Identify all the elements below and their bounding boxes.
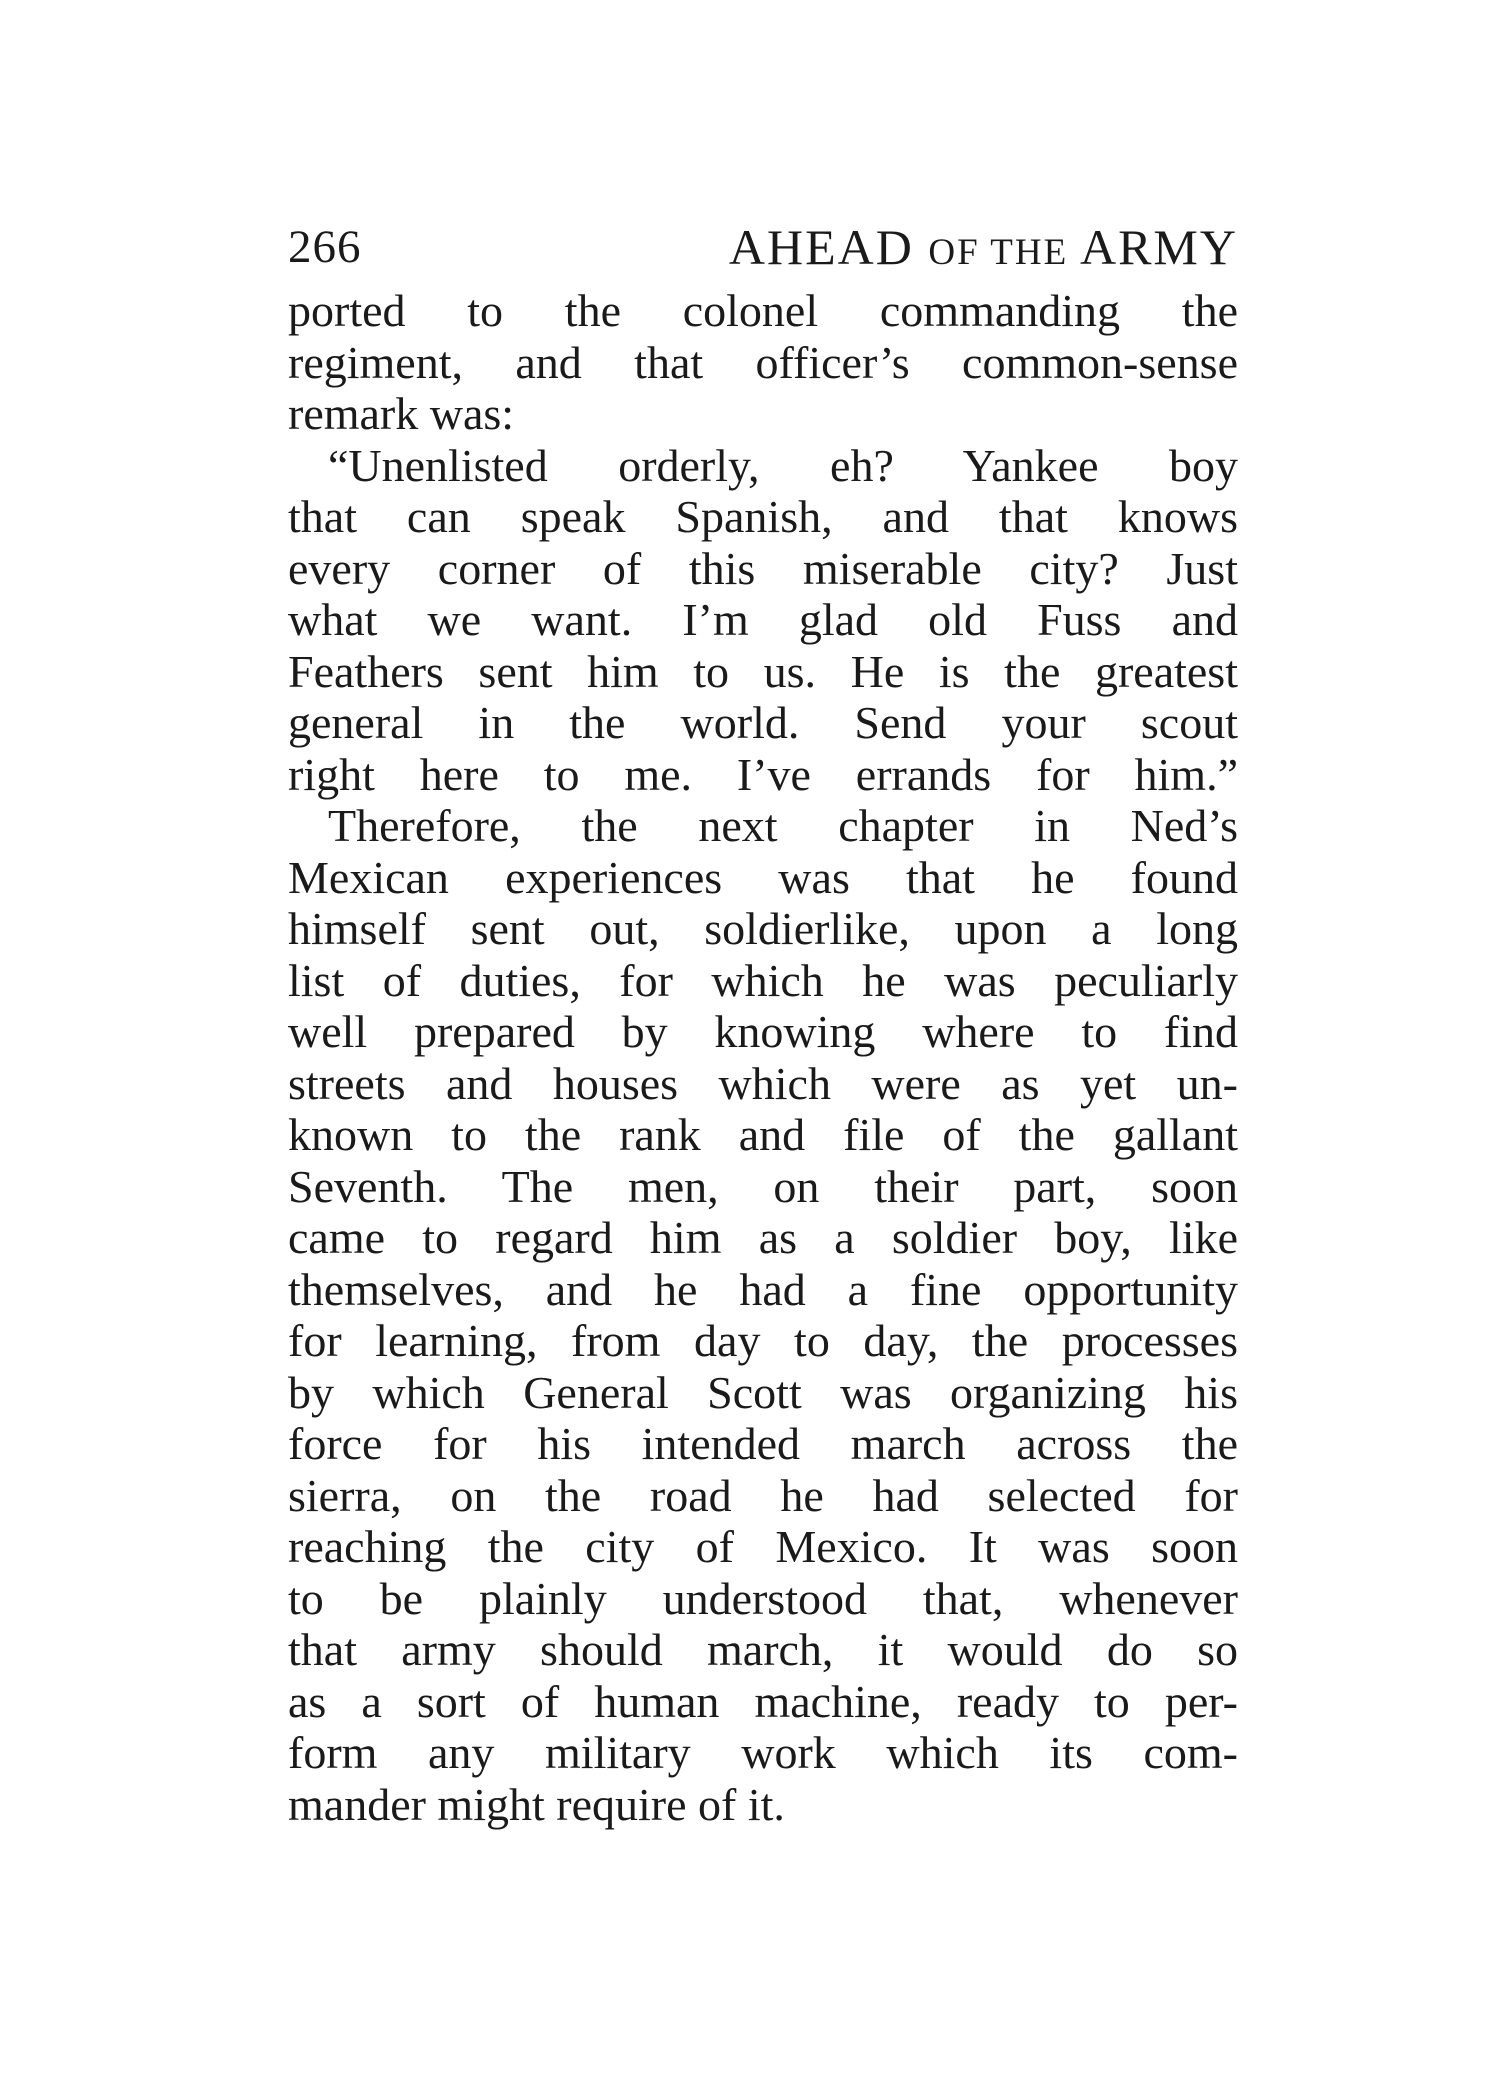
text-line: reaching the city of Mexico. It was soon <box>288 1521 1238 1572</box>
text-line: remark was: <box>288 388 515 439</box>
text-line: form any military work which its com- <box>288 1727 1238 1778</box>
text-line: that army should march, it would do so <box>288 1624 1238 1675</box>
text-line: himself sent out, soldierlike, upon a long <box>288 903 1238 954</box>
text-line: themselves, and he had a fine opportunity <box>288 1263 1238 1315</box>
body-text <box>288 285 1238 1830</box>
text-line: Therefore, the next chapter in Ned’s <box>328 800 1238 851</box>
text-line: to be plainly understood that, whenever <box>288 1572 1238 1624</box>
text-line: force for his intended march across the <box>288 1418 1238 1469</box>
text-line: what we want. I’m glad old Fuss and <box>288 594 1238 645</box>
text-line: Mexican experiences was that he found <box>288 851 1238 903</box>
text-line: regiment, and that officer’s common-sense <box>288 336 1238 388</box>
running-title <box>729 212 1238 288</box>
text-line: Feathers sent him to us. He is the greatest <box>288 645 1238 697</box>
text-line: mander might require of it. <box>288 1778 785 1830</box>
page-number: 266 <box>288 221 362 273</box>
text-line: Seventh. The men, on their part, soon <box>288 1160 1238 1212</box>
running-title-ahead: AHEAD <box>728 219 914 275</box>
text-line: sierra, on the road he had selected for <box>288 1469 1238 1521</box>
text-line: “Unenlisted orderly, eh? Yankee boy <box>328 439 1238 491</box>
running-head <box>288 212 1238 282</box>
text-line: every corner of this miserable city? Just <box>288 542 1238 594</box>
text-line: right here to me. I’ve errands for him.” <box>288 748 1238 800</box>
running-title-army: ARMY <box>1079 219 1238 275</box>
text-line: by which General Scott was organizing his <box>288 1366 1238 1418</box>
text-line: for learning, from day to day, the processes <box>288 1315 1238 1366</box>
text-line: general in the world. Send your scout <box>288 697 1238 748</box>
text-line: well prepared by knowing where to find <box>288 1006 1238 1057</box>
text-line: as a sort of human machine, ready to per- <box>288 1675 1238 1727</box>
text-line: streets and houses which were as yet un- <box>288 1057 1238 1109</box>
text-line: ported to the colonel commanding the <box>288 285 1238 336</box>
text-line: known to the rank and file of the gallant <box>288 1109 1238 1160</box>
running-title-of-the: OF THE <box>928 232 1069 273</box>
text-line: that can speak Spanish, and that knows <box>288 491 1238 542</box>
text-line: came to regard him as a soldier boy, like <box>288 1212 1238 1263</box>
text-line: list of duties, for which he was peculiarly <box>288 954 1238 1006</box>
